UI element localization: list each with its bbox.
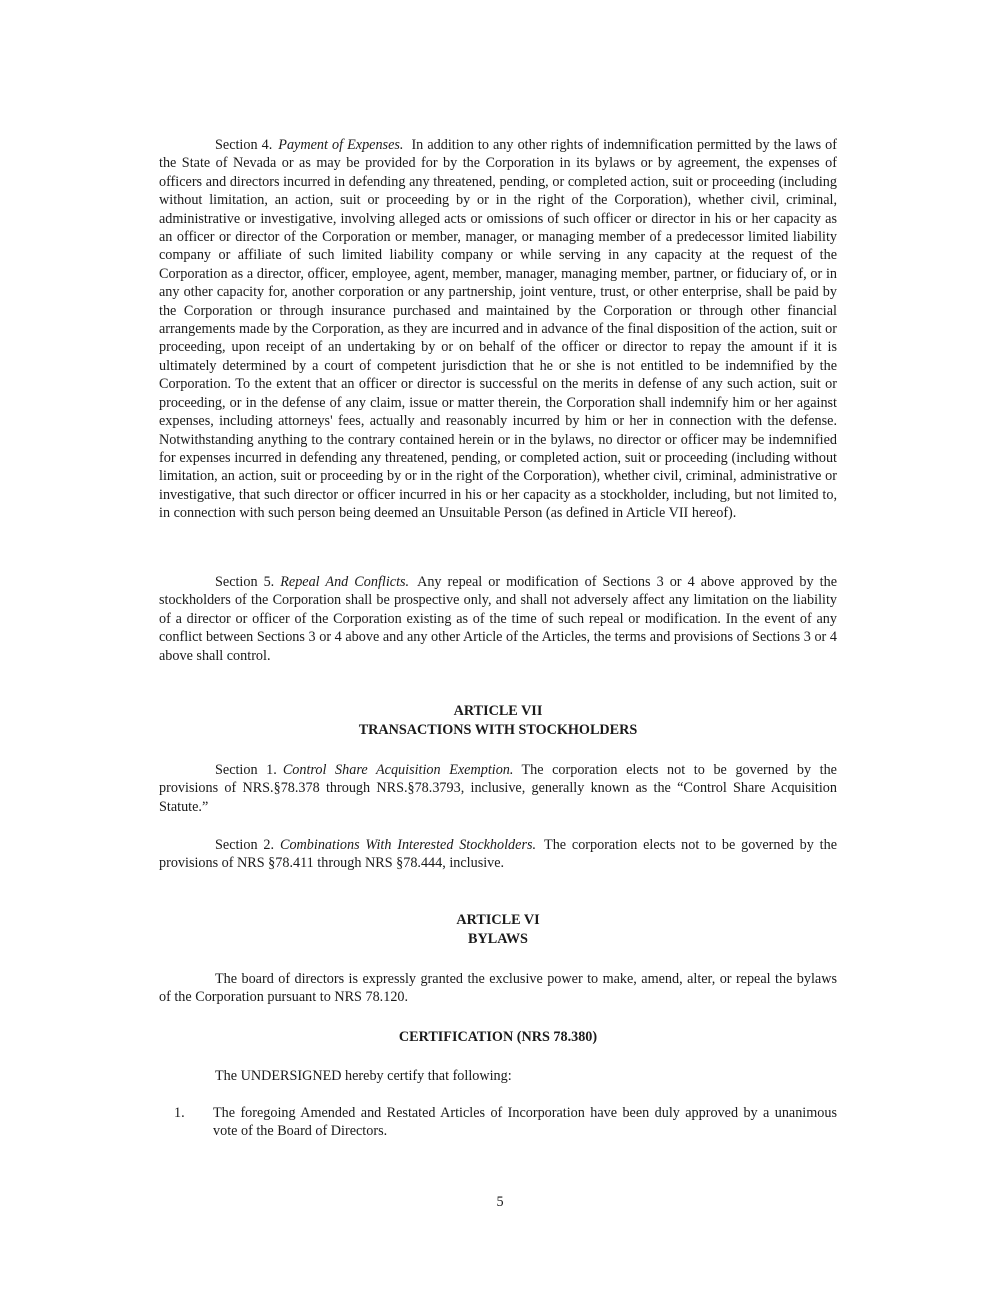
certification-heading: CERTIFICATION (NRS 78.380) [398, 1029, 598, 1045]
section-5-label: Section 5. [215, 574, 275, 590]
list-item-text: The foregoing Amended and Restated Articles of Incorporation have been duly approved by a unanimous vote of the Board of Directors. [213, 1105, 837, 1140]
article-vii-subheading: TRANSACTIONS WITH STOCKHOLDERS [358, 722, 638, 738]
article-bylaws-heading: ARTICLE VI [456, 912, 540, 928]
list-item [159, 1104, 837, 1141]
article-vii-section-1-label: Section 1. [215, 762, 277, 778]
article-bylaws-subheading: BYLAWS [468, 931, 528, 947]
page-number: 5 [496, 1194, 504, 1210]
bylaws-paragraph [159, 970, 837, 1007]
section-4-body: In addition to any other rights of indemnification permitted by the laws of the State of Nevada or as may be provided for by the Corporation in its bylaws or by agreement, the expenses of officers and directors incurred in defending any threatened, pending, or completed action, suit or proceeding (including without limitation, an action, suit or proceeding by or in the right of the Corporation), whether civil, criminal, administrative or investigative, involving alleged acts or omissions of such officer or director in his or her capacity as an officer or director of the Corporation or member, manager, or managing member of a predecessor limited liability company or affiliate of such limited liability company or while serving in any capacity at the request of the Corporation as a director, officer, employee, agent, member, manager, managing member, partner, or fiduciary of, or in any other capacity for, another corporation or any partnership, joint venture, trust, or other enterprise, shall be paid by the Corporation or through insurance purchased and maintained by the Corporation or through other financial arrangements made by the Corporation, as they are incurred and in advance of the final disposition of the action, suit or proceeding, upon receipt of an undertaking by or on behalf of the officer or director to repay the amount if it is ultimately determined by a court of competent jurisdiction that he or she is not entitled to be indemnified by the Corporation. To the extent that an officer or director is successful on the merits in defense of any such action, suit or proceeding, or in the defense of any claim, issue or matter therein, the Corporation shall indemnify him or her against expenses, including attorneys' fees, actually and reasonably incurred by him or her in connection with the defense. Notwithstanding anything to the contrary contained herein or in the bylaws, no director or officer may be indemnified for expenses incurred in defending any threatened, pending, or completed action, suit or proceeding (including without limitation, an action, suit or proceeding by or in the right of the Corporation), whether civil, criminal, administrative or investigative, that such director or officer incurred in his or her capacity as a stockholder, including, but not limited to, in connection with such person being deemed an Unsuitable Person (as defined in Article VII hereof). [159, 137, 837, 522]
section-4-title: Payment of Expenses. [278, 137, 404, 153]
article-vii-heading: ARTICLE VII [453, 703, 543, 719]
article-vii-section-1-title: Control Share Acquisition Exemption. [282, 762, 514, 778]
section-4-paragraph [159, 136, 837, 523]
article-vii-section-2-paragraph [159, 836, 837, 873]
article-vii-section-2-title: Combinations With Interested Stockholders. [280, 837, 537, 853]
section-4-label: Section 4. [215, 137, 273, 153]
article-vii-section-1-paragraph [159, 761, 837, 816]
bylaws-body: The board of directors is expressly granted the exclusive power to make, amend, alter, or repeal the bylaws of the Corporation pursuant to NRS 78.120. [159, 971, 837, 1006]
section-5-paragraph [159, 573, 837, 665]
certification-intro: The UNDERSIGNED hereby certify that following: [215, 1068, 512, 1084]
section-5-title: Repeal And Conflicts. [280, 574, 410, 590]
article-vii-section-1-body: The corporation elects not to be governed by the provisions of NRS.§78.378 through NRS.§78.3793, inclusive, generally known as the “Control Share Acquisition Statute.” [159, 762, 837, 815]
article-vii-section-2-body: The corporation elects not to be governed by the provisions of NRS §78.411 through NRS §78.444, inclusive. [159, 837, 837, 872]
section-5-body: Any repeal or modification of Sections 3 or 4 above approved by the stockholders of the Corporation shall be prospective only, and shall not adversely affect any limitation on the liability of a director or officer of the Corporation existing as of the time of such repeal or modification. In the event of any conflict between Sections 3 or 4 above and any other Article of the Articles, the terms and provisions of Sections 3 or 4 above shall control. [159, 574, 837, 664]
list-item-number: 1. [174, 1105, 185, 1121]
article-vii-section-2-label: Section 2. [215, 837, 274, 853]
certification-intro-paragraph [159, 1067, 837, 1085]
